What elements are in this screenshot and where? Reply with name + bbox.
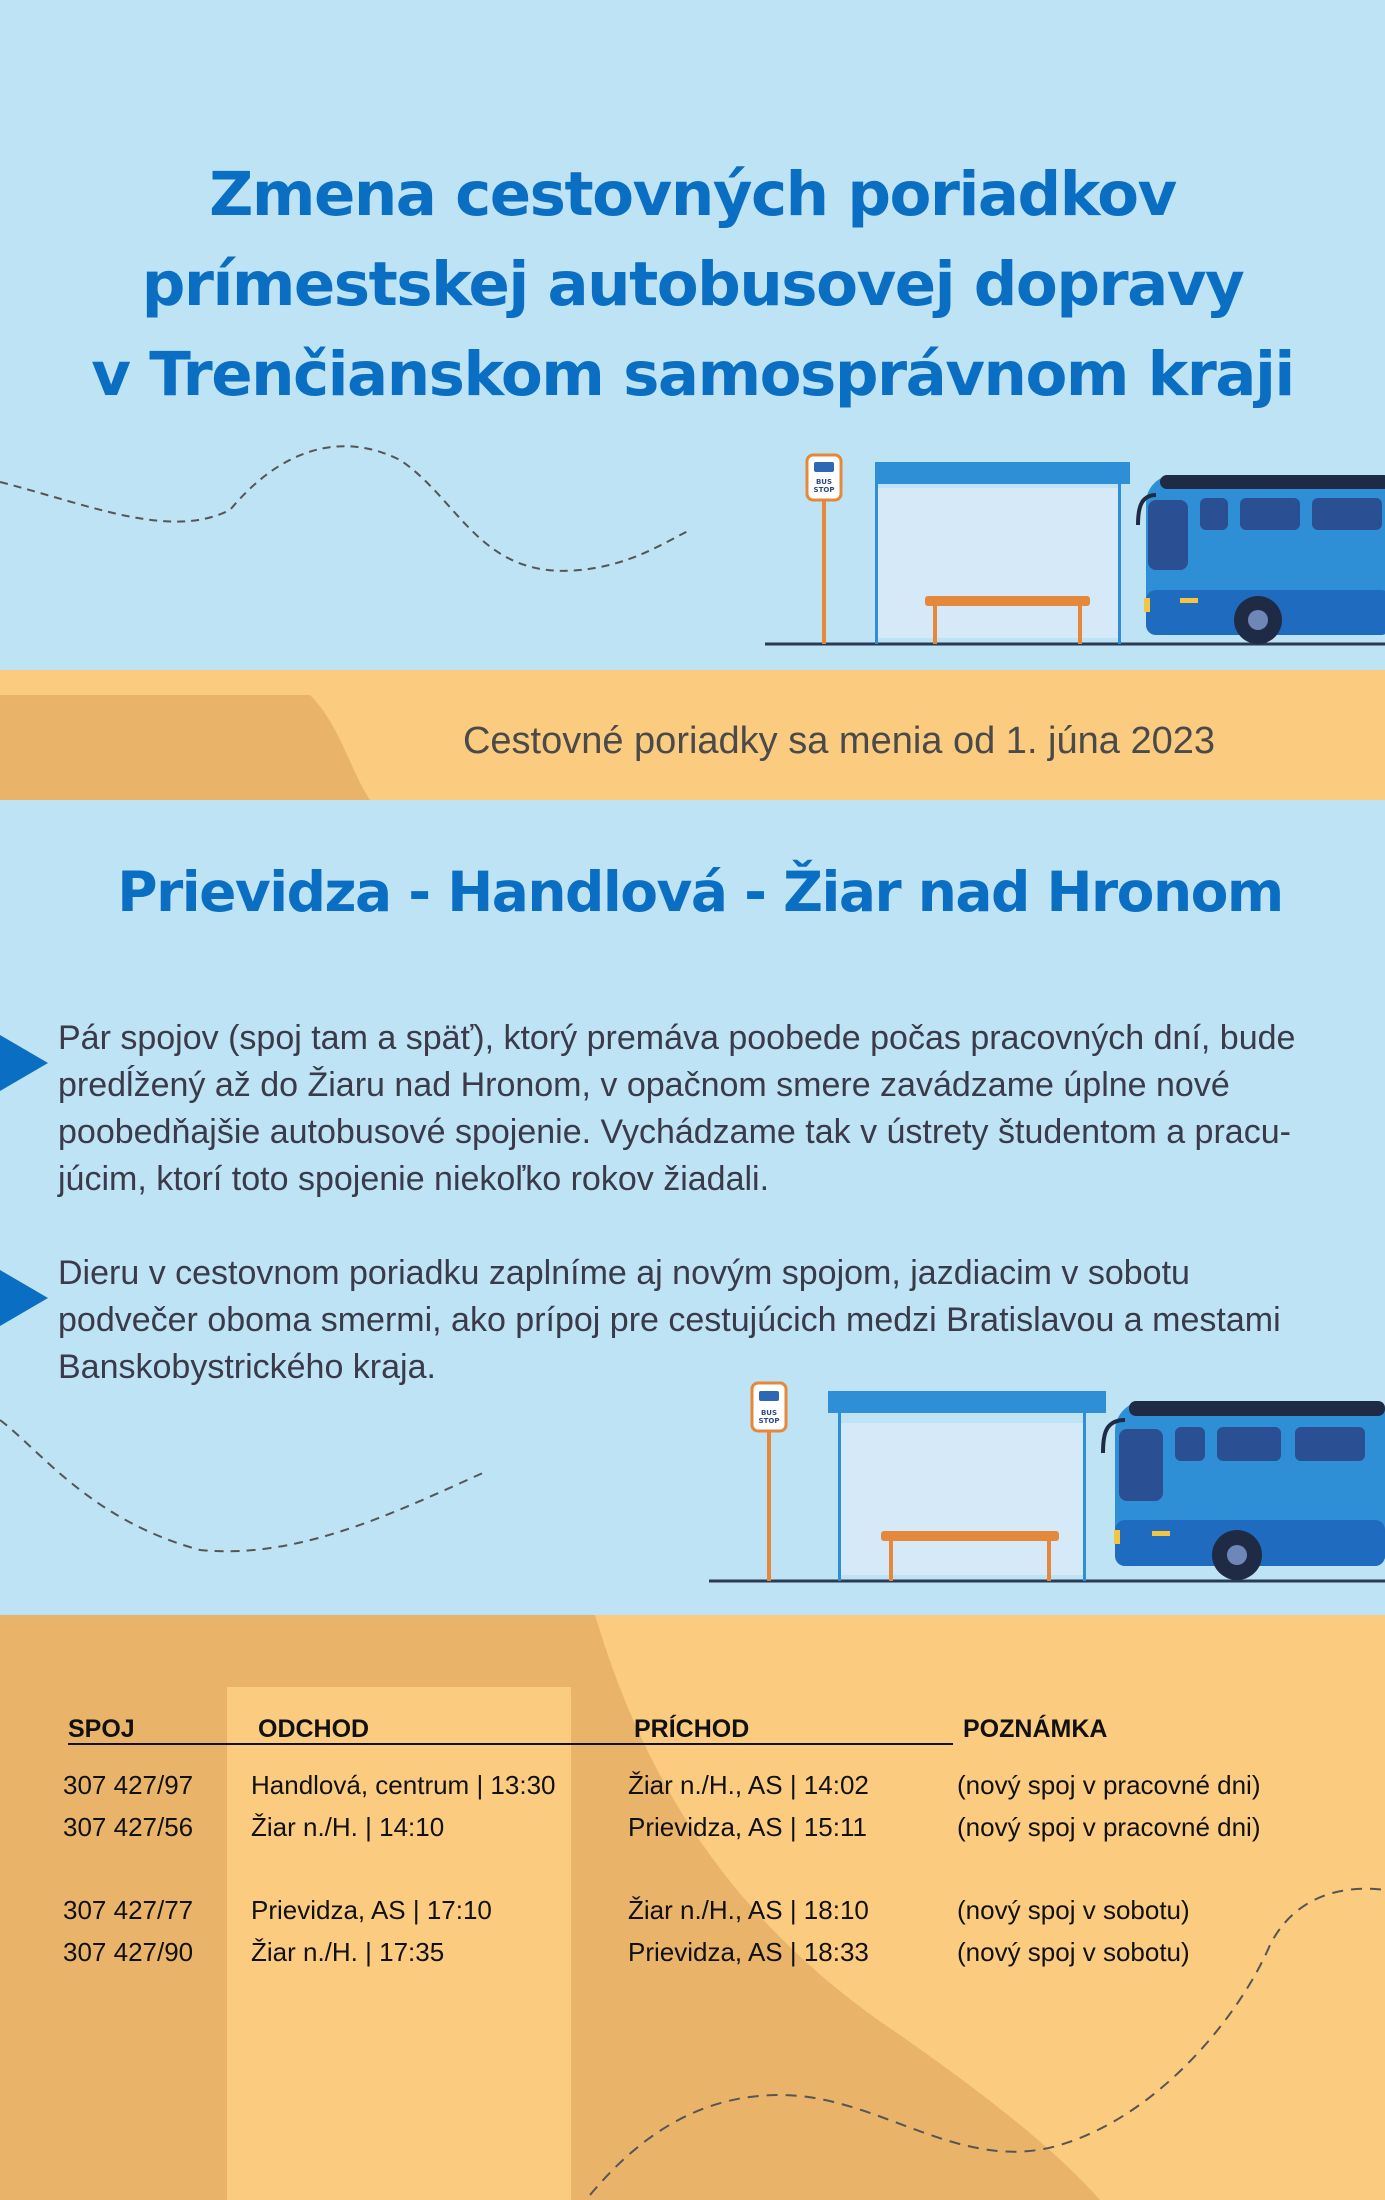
cell-prichod: Žiar n./H., AS | 18:10 xyxy=(628,1895,869,1925)
bus-stop-sign-bus: BUS xyxy=(760,1409,778,1417)
cell-prichod: Prievidza, AS | 15:11 xyxy=(628,1812,867,1842)
cell-odchod: Žiar n./H. | 17:35 xyxy=(251,1937,445,1967)
date-banner-text: Cestovné poriadky sa menia od 1. júna 2023 xyxy=(462,720,1215,762)
cell-prichod: Žiar n./H., AS | 14:02 xyxy=(628,1770,869,1800)
cell-odchod: Prievidza, AS | 17:10 xyxy=(251,1895,492,1925)
cell-spoj: 307 427/90 xyxy=(63,1937,194,1967)
cell-odchod: Žiar n./H. | 14:10 xyxy=(251,1812,445,1842)
table-header-divider xyxy=(68,1743,953,1745)
bus-stop-sign-stop: STOP xyxy=(813,486,835,494)
paragraph-2 xyxy=(58,1250,1348,1391)
bus-stop-sign-bus: BUS xyxy=(815,478,833,486)
cell-spoj: 307 427/77 xyxy=(63,1895,194,1925)
paragraph-2-line-2: podvečer oboma smermi, ako prípoj pre cestujúcich medzi Bratislavou a mestami xyxy=(58,1301,1281,1339)
paragraph-1 xyxy=(58,1015,1348,1203)
cell-odchod: Handlová, centrum | 13:30 xyxy=(251,1770,556,1800)
paragraph-2-line-3: Banskobystrického kraja. xyxy=(58,1348,436,1386)
cell-poznamka: (nový spoj v pracovné dni) xyxy=(957,1770,1261,1800)
cell-poznamka: (nový spoj v sobotu) xyxy=(957,1937,1190,1967)
bus-stop-sign-stop: STOP xyxy=(758,1417,780,1425)
column-header-odchod: ODCHOD xyxy=(258,1715,370,1743)
cell-spoj: 307 427/97 xyxy=(63,1770,194,1800)
paragraph-1-line-4: júcim, ktorí toto spojenie niekoľko rokov žiadali. xyxy=(58,1160,770,1198)
page-title xyxy=(0,150,1385,420)
paragraph-1-line-3: poobedňajšie autobusové spojenie. Vychádzame tak v ústrety študentom a pracu- xyxy=(58,1113,1291,1151)
route-title: Prievidza - Handlová - Žiar nad Hronom xyxy=(117,860,1283,924)
bullet-arrow-icon xyxy=(0,1035,48,1091)
bullet-arrow-icon xyxy=(0,1270,48,1326)
bus-stop-illustration xyxy=(760,440,1385,660)
title-line-1: Zmena cestovných poriadkov xyxy=(209,159,1176,230)
cell-spoj: 307 427/56 xyxy=(63,1812,194,1842)
cell-poznamka: (nový spoj v pracovné dni) xyxy=(957,1812,1261,1842)
paragraph-2-line-1: Dieru v cestovnom poriadku zaplníme aj novým spojom, jazdiacim v sobotu xyxy=(58,1254,1190,1292)
column-header-spoj: SPOJ xyxy=(68,1715,135,1743)
cell-poznamka: (nový spoj v sobotu) xyxy=(957,1895,1190,1925)
paragraph-1-line-2: predĺžený až do Žiaru nad Hronom, v opačnom smere zavádzame úplne nové xyxy=(58,1066,1230,1104)
bus-stop-illustration xyxy=(705,1375,1385,1595)
column-header-poznamka: POZNÁMKA xyxy=(963,1715,1108,1743)
paragraph-1-line-1: Pár spojov (spoj tam a späť), ktorý premáva poobede počas pracovných dní, bude xyxy=(58,1019,1296,1057)
title-line-2: prímestskej autobusovej dopravy xyxy=(141,249,1244,320)
dashed-path-decoration xyxy=(0,1410,500,1560)
cell-prichod: Prievidza, AS | 18:33 xyxy=(628,1937,869,1967)
dashed-path-decoration xyxy=(0,430,720,600)
column-header-prichod: PRÍCHOD xyxy=(634,1715,750,1743)
title-line-3: v Trenčianskom samosprávnom kraji xyxy=(91,339,1294,410)
